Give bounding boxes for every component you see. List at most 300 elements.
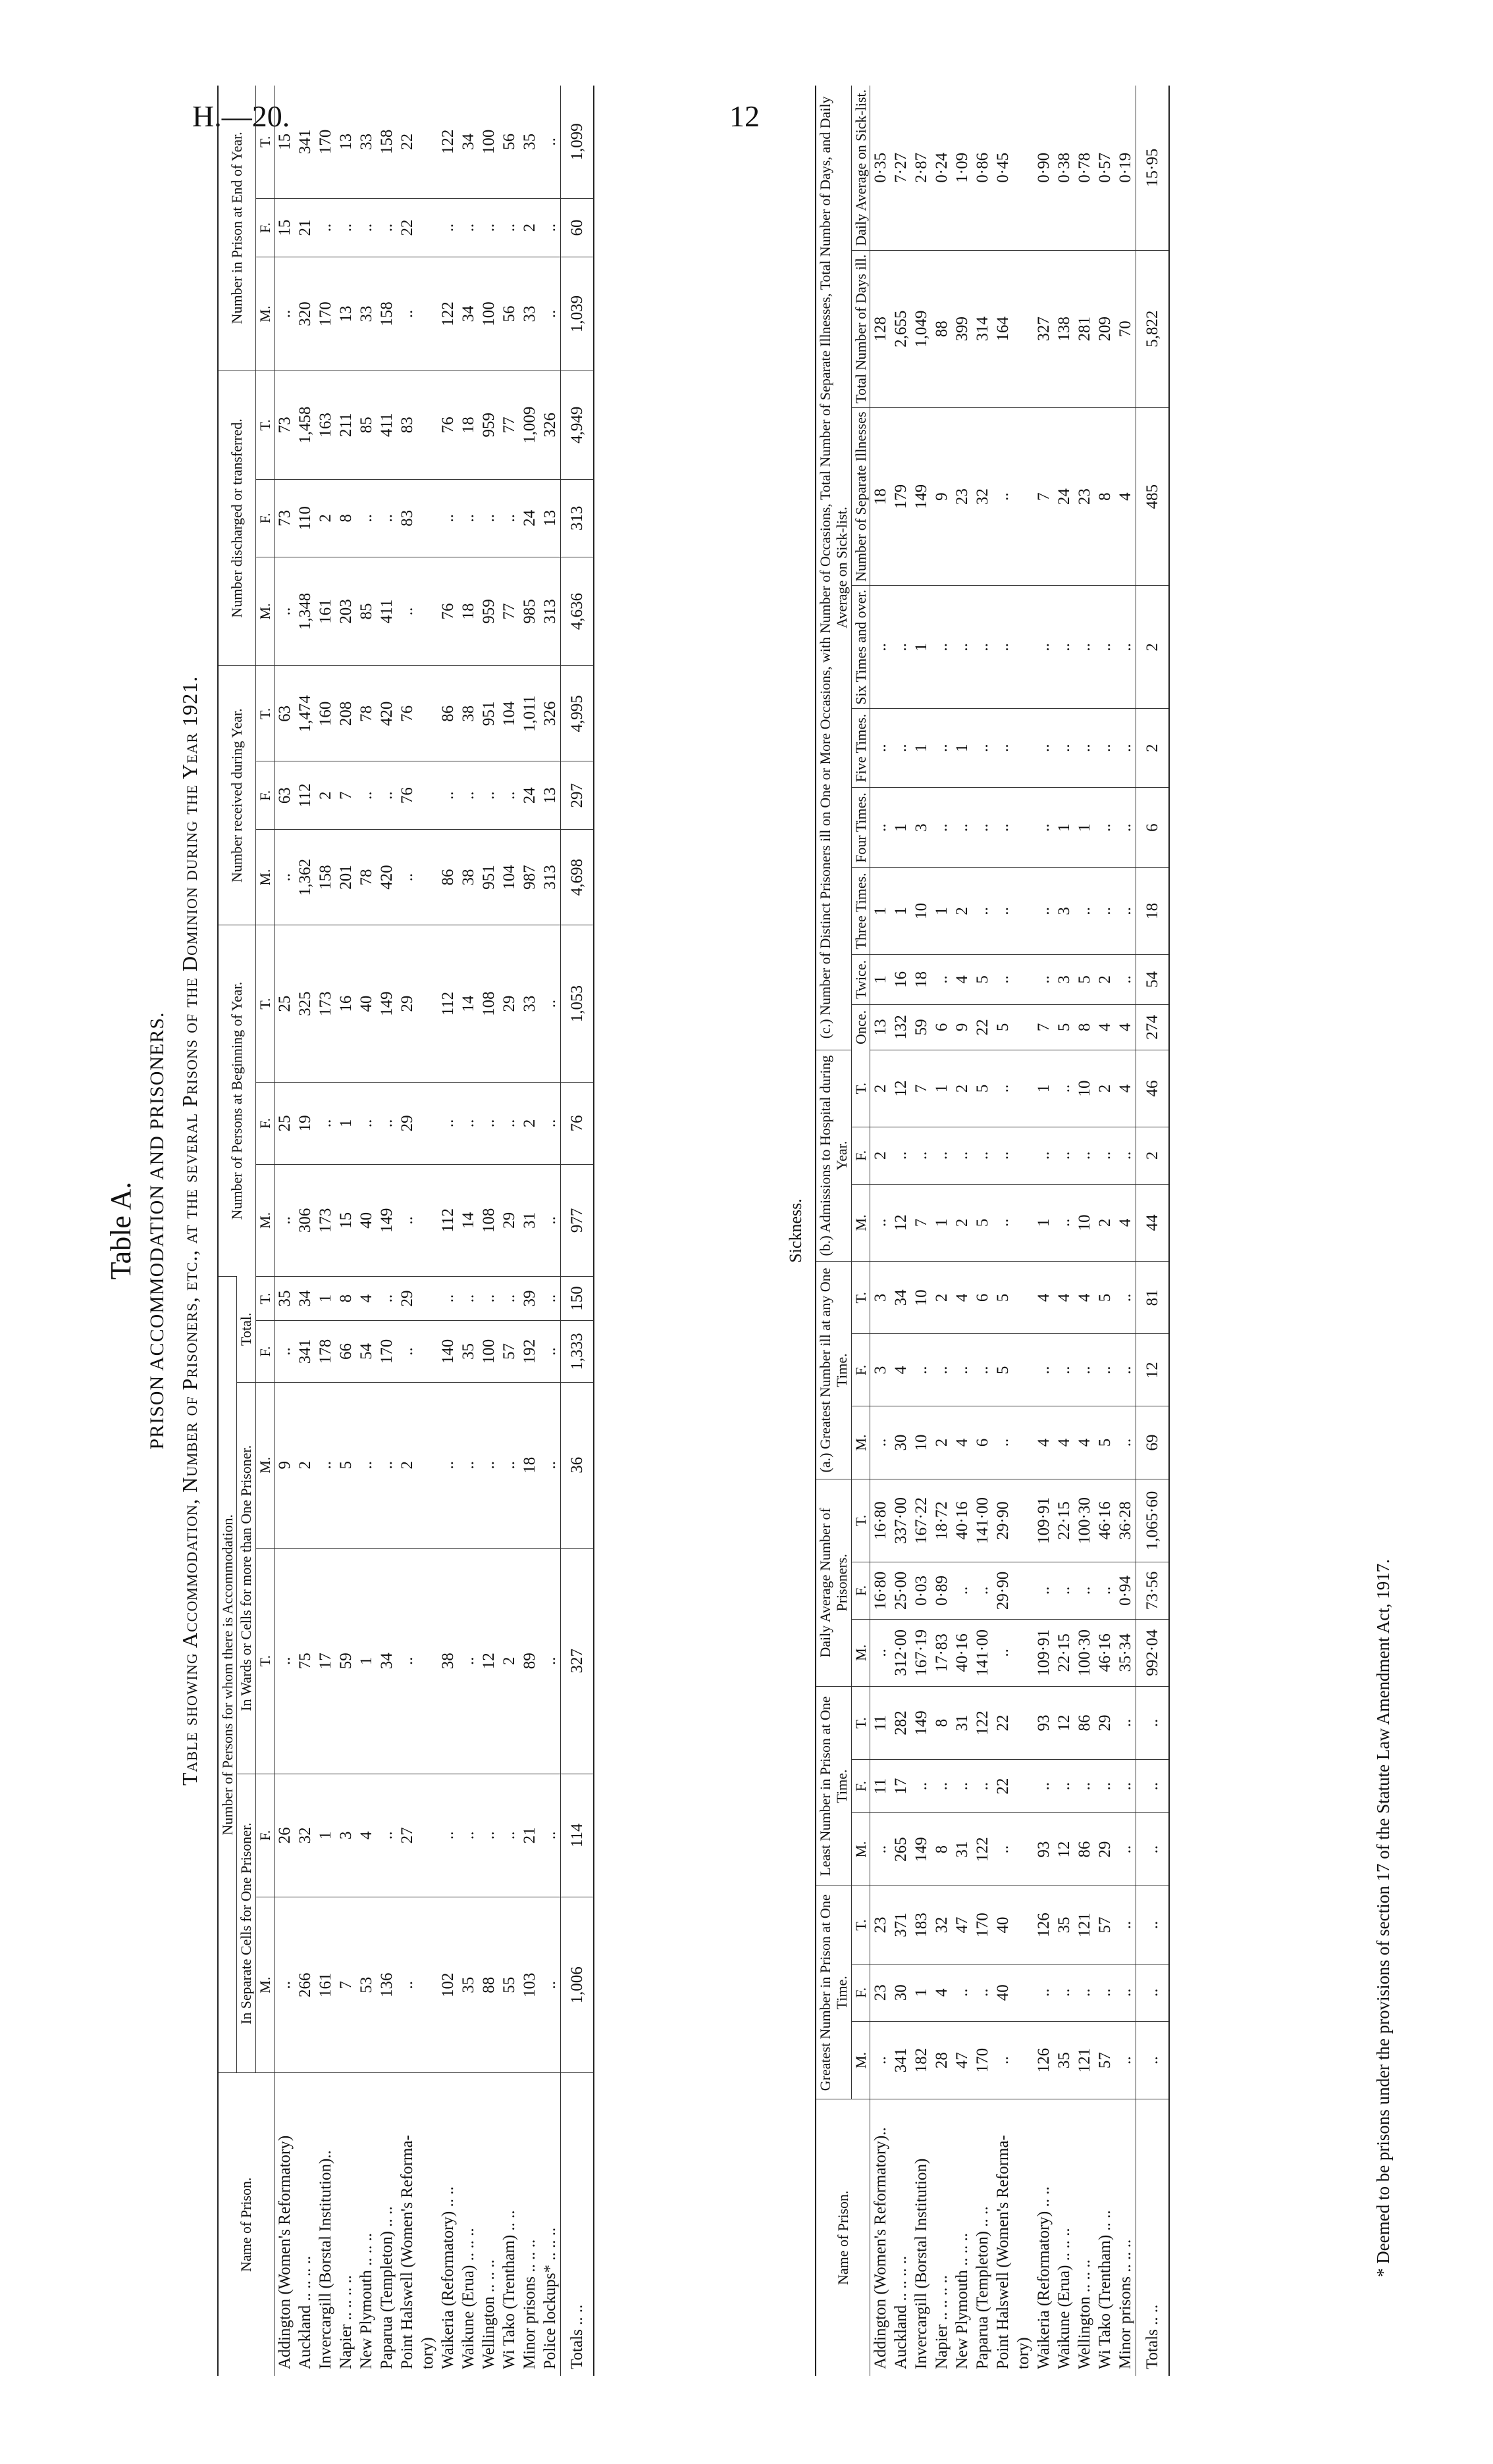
table-cell: 140 — [438, 1321, 458, 1383]
col-f-label: F. — [255, 761, 274, 829]
table-cell: .. — [993, 2021, 1013, 2099]
table-cell: .. — [1074, 1964, 1095, 2021]
table-cell: 10 — [911, 1262, 931, 1334]
table-row — [972, 86, 993, 2376]
table-cell: .. — [870, 709, 891, 788]
prison-name: Waikeria (Reformatory) .. .. — [1034, 2099, 1054, 2376]
table-cell: .. — [377, 479, 397, 557]
table-cell: 32 — [931, 1886, 952, 1964]
col-m-label: M. — [851, 1406, 870, 1479]
table-cell: .. — [1115, 1334, 1136, 1406]
table-cell: 170 — [315, 257, 336, 371]
table-cell: 70 — [1115, 250, 1136, 407]
table-cell: 1 — [911, 709, 931, 788]
totals-cell: .. — [1136, 2021, 1169, 2099]
table-cell: .. — [1054, 1334, 1074, 1406]
table-cell: 2 — [931, 1262, 952, 1334]
table-cell — [1013, 1964, 1034, 2021]
table-cell: 0·89 — [931, 1562, 952, 1619]
prison-name: tory) — [417, 2073, 438, 2376]
table-cell: 149 — [377, 925, 397, 1083]
table-cell: .. — [458, 1548, 479, 1774]
table-cell: 40 — [356, 925, 377, 1083]
col-f-label: F. — [255, 1774, 274, 1897]
table-cell: 138 — [1054, 250, 1074, 407]
col-received: Number received during Year. — [218, 666, 255, 925]
col-once: Once. — [851, 1005, 870, 1050]
table-cell: 121 — [1074, 2021, 1095, 2099]
table-row — [499, 86, 519, 2376]
table-cell: .. — [458, 761, 479, 829]
table-cell: .. — [1115, 1760, 1136, 1813]
col-t-label: T. — [851, 1886, 870, 1964]
table-cell: 40 — [993, 1886, 1013, 1964]
table-cell: .. — [1095, 709, 1115, 788]
table-cell: .. — [993, 709, 1013, 788]
table-cell: 0·94 — [1115, 1562, 1136, 1619]
table-cell: 77 — [499, 371, 519, 479]
totals-cell: 1,006 — [560, 1897, 594, 2073]
col-accommodation: Number of Persons for whom there is Accommodation. — [218, 1277, 237, 2074]
totals-cell: 297 — [560, 761, 594, 829]
table-cell: .. — [274, 1164, 295, 1276]
table-cell: 4 — [952, 954, 972, 1004]
table-cell: .. — [438, 1382, 458, 1548]
col-m-label: M. — [851, 1619, 870, 1686]
table-cell: 987 — [519, 829, 540, 925]
col-four: Four Times. — [851, 788, 870, 868]
table-cell: .. — [1115, 868, 1136, 954]
table-cell: 4 — [1115, 1050, 1136, 1127]
col-t-label: T. — [851, 1262, 870, 1334]
table-cell: 420 — [377, 666, 397, 761]
table-cell: 31 — [952, 1813, 972, 1886]
table-cell: 1 — [870, 868, 891, 954]
col-beginning: Number of Persons at Beginning of Year. — [218, 925, 255, 1277]
table-cell: .. — [952, 1127, 972, 1184]
table-cell: 327 — [1034, 250, 1054, 407]
table-cell: 12 — [479, 1548, 499, 1774]
table-cell: .. — [1115, 1406, 1136, 1479]
table-cell: 10 — [911, 1406, 931, 1479]
table-cell: 109·91 — [1034, 1479, 1054, 1562]
table-cell: .. — [274, 557, 295, 665]
table-cell: 149 — [911, 1687, 931, 1760]
table-cell: 5 — [993, 1262, 1013, 1334]
table-cell: .. — [1054, 709, 1074, 788]
table-cell: .. — [499, 198, 519, 257]
table-cell: 173 — [315, 1164, 336, 1276]
table-cell: 78 — [356, 666, 377, 761]
table-cell: 40 — [993, 1964, 1013, 2021]
table-cell: .. — [377, 761, 397, 829]
table-cell: .. — [931, 1334, 952, 1406]
table-cell — [417, 1548, 438, 1774]
table-cell: .. — [397, 1321, 417, 1383]
table-cell: 88 — [479, 1897, 499, 2073]
table-cell: .. — [540, 198, 561, 257]
table-cell: 5 — [1054, 1005, 1074, 1050]
table-title: Table A. — [105, 1181, 137, 1280]
table-cell: 3 — [870, 1334, 891, 1406]
table-cell: 11 — [870, 1687, 891, 1760]
totals-cell: 327 — [560, 1548, 594, 1774]
sickness-table — [815, 86, 1170, 2376]
table-cell: 8 — [931, 1687, 952, 1760]
table-row — [540, 86, 561, 2376]
table-cell: 73 — [274, 479, 295, 557]
table-cell: 25·00 — [891, 1562, 911, 1619]
table-cell: 1 — [952, 709, 972, 788]
table-cell: 28 — [931, 2021, 952, 2099]
table-cell: 136 — [377, 1897, 397, 2073]
table-cell: 12 — [891, 1050, 911, 1127]
table-cell: 4 — [1115, 1184, 1136, 1262]
table-cell: 30 — [891, 1406, 911, 1479]
table-row — [377, 86, 397, 2376]
table-cell: 86 — [1074, 1813, 1095, 1886]
table-cell: 29 — [397, 1083, 417, 1165]
table-cell: 7 — [911, 1184, 931, 1262]
table-cell: 110 — [295, 479, 315, 557]
prison-name: New Plymouth .. .. .. — [356, 2073, 377, 2376]
table-cell: 1,049 — [911, 250, 931, 407]
prison-name: Auckland .. .. .. .. — [295, 2073, 315, 2376]
table-cell: .. — [458, 1382, 479, 1548]
table-cell: .. — [911, 1760, 931, 1813]
table-subtitle: PRISON ACCOMMODATION AND PRISONERS. — [146, 1012, 168, 1450]
table-cell: .. — [972, 1127, 993, 1184]
table-cell — [417, 1164, 438, 1276]
table-cell: 5 — [1074, 954, 1095, 1004]
col-daily: Daily Average Number of Prisoners. — [816, 1479, 851, 1686]
table-cell: 24 — [519, 479, 540, 557]
table-cell: .. — [891, 1127, 911, 1184]
prison-name: Paparua (Templeton) .. .. — [972, 2099, 993, 2376]
table-cell: .. — [377, 1083, 397, 1165]
table-cell: .. — [931, 788, 952, 868]
table-cell: .. — [1034, 1334, 1054, 1406]
table-cell: .. — [540, 925, 561, 1083]
table-cell: 167·22 — [911, 1479, 931, 1562]
table-cell: 103 — [519, 1897, 540, 2073]
table-cell: 35 — [520, 133, 538, 150]
totals-cell: 4,636 — [560, 557, 594, 665]
table-cell — [417, 925, 438, 1083]
table-cell: 18 — [458, 371, 479, 479]
col-daily-sick: Daily Average on Sick-list. — [851, 86, 870, 250]
table-cell: 22 — [397, 198, 417, 257]
table-cell: 100·30 — [1074, 1479, 1095, 1562]
col-t-label: T. — [851, 1050, 870, 1127]
table-cell: .. — [274, 1548, 295, 1774]
table-cell: .. — [377, 1277, 397, 1321]
table-cell: .. — [1115, 1687, 1136, 1760]
table-cell: 211 — [336, 371, 356, 479]
table-cell: 326 — [540, 666, 561, 761]
table-cell: .. — [1034, 788, 1054, 868]
col-discharged: Number discharged or transferred. — [218, 371, 255, 666]
table-cell: 26 — [274, 1774, 295, 1897]
table-cell: .. — [993, 1184, 1013, 1262]
table-cell: 201 — [336, 829, 356, 925]
table-cell: 18·72 — [931, 1479, 952, 1562]
table-cell: 158 — [315, 829, 336, 925]
table-cell: .. — [438, 1083, 458, 1165]
totals-cell: 76 — [560, 1083, 594, 1165]
table-cell: 59 — [911, 1005, 931, 1050]
col-name: Name of Prison. — [218, 2073, 274, 2376]
table-cell: 192 — [519, 1321, 540, 1383]
table-cell: 108 — [479, 1164, 499, 1276]
table-row — [356, 86, 377, 2376]
table-cell: 341 — [296, 129, 314, 155]
table-cell: 122 — [438, 129, 457, 155]
table-cell: 38 — [458, 666, 479, 761]
table-cell: 0·38 — [1055, 152, 1073, 183]
table-cell: .. — [479, 1382, 499, 1548]
table-cell: 1 — [1074, 788, 1095, 868]
table-cell: .. — [993, 1050, 1013, 1127]
table-cell: 29 — [1095, 1687, 1115, 1760]
table-cell: .. — [931, 586, 952, 709]
table-cell: .. — [397, 557, 417, 665]
table-cell: .. — [499, 479, 519, 557]
table-cell: 23 — [1074, 407, 1095, 586]
table-cell: 100 — [479, 129, 498, 155]
table-cell: 102 — [438, 1897, 458, 2073]
table-cell: .. — [911, 1127, 931, 1184]
col-greatest: Greatest Number in Prison at One Time. — [816, 1886, 851, 2099]
col-f-label: F. — [255, 1083, 274, 1165]
table-cell: 56 — [500, 133, 518, 150]
table-cell: 399 — [952, 250, 972, 407]
table-cell: 122 — [438, 257, 458, 371]
table-cell: 4 — [1074, 1406, 1095, 1479]
table-cell: 108 — [479, 925, 499, 1083]
table-cell: 312·00 — [891, 1619, 911, 1686]
table-cell: .. — [438, 1277, 458, 1321]
table-cell: .. — [540, 1321, 561, 1383]
table-cell: 1 — [1034, 1050, 1054, 1127]
table-cell: .. — [1115, 1262, 1136, 1334]
table-cell — [417, 829, 438, 925]
totals-cell: 4,698 — [560, 829, 594, 925]
table-cell: 23 — [870, 1964, 891, 2021]
table-cell: 46·16 — [1095, 1479, 1115, 1562]
table-cell — [1013, 1687, 1034, 1760]
table-cell: .. — [1074, 586, 1095, 709]
table-cell: 34 — [458, 257, 479, 371]
table-cell: 13 — [336, 133, 355, 150]
accommodation-table — [217, 86, 594, 2376]
table-cell: 1,458 — [295, 371, 315, 479]
table-row — [458, 86, 479, 2376]
table-cell: 314 — [972, 250, 993, 407]
col-m-label: M. — [851, 2021, 870, 2099]
table-cell: .. — [870, 1184, 891, 1262]
table-cell: .. — [479, 479, 499, 557]
table-cell: 149 — [911, 1813, 931, 1886]
table-cell — [1013, 250, 1034, 407]
table-cell: .. — [993, 1406, 1013, 1479]
table-cell: 21 — [519, 1774, 540, 1897]
table-cell: 2 — [499, 1548, 519, 1774]
table-cell: 1 — [911, 586, 931, 709]
totals-cell: 18 — [1136, 868, 1169, 954]
table-cell: 141·00 — [972, 1619, 993, 1686]
col-end: Number in Prison at End of Year. — [218, 86, 255, 371]
table-cell: 411 — [377, 557, 397, 665]
table-cell: .. — [315, 1382, 336, 1548]
col-m-label: M. — [255, 257, 274, 371]
table-cell — [1013, 1127, 1034, 1184]
table-cell: 5 — [993, 1005, 1013, 1050]
table-cell: .. — [1115, 1886, 1136, 1964]
table-cell: 17 — [315, 1548, 336, 1774]
table-cell: 326 — [540, 371, 561, 479]
table-row — [274, 86, 295, 2376]
table-cell: 13 — [336, 257, 356, 371]
prison-name: Waikune (Erua) .. .. .. — [458, 2073, 479, 2376]
table-cell: 56 — [499, 257, 519, 371]
table-cell: .. — [1034, 1964, 1054, 2021]
table-cell: 112 — [438, 925, 458, 1083]
table-cell: .. — [397, 257, 417, 371]
table-cell: 341 — [295, 1321, 315, 1383]
table-cell: 0·78 — [1075, 152, 1093, 183]
totals-cell: 2 — [1136, 709, 1169, 788]
table-cell: 149 — [911, 407, 931, 586]
table-cell: .. — [1074, 1562, 1095, 1619]
table-cell: .. — [870, 586, 891, 709]
table-cell: 83 — [397, 479, 417, 557]
table-cell: 7 — [1034, 1005, 1054, 1050]
table-cell: 3 — [1054, 954, 1074, 1004]
table-cell: 282 — [891, 1687, 911, 1760]
table-cell: 11 — [870, 1760, 891, 1813]
table-cell: 2 — [952, 868, 972, 954]
table-cell: .. — [479, 1083, 499, 1165]
table-cell: 1,362 — [295, 829, 315, 925]
table-cell: .. — [1095, 868, 1115, 954]
table-cell — [1013, 1050, 1034, 1127]
table-cell: 14 — [458, 1164, 479, 1276]
table-row — [952, 86, 972, 2376]
table-cell: .. — [1095, 1334, 1115, 1406]
table-cell: 4 — [356, 1277, 377, 1321]
table-cell: 0·86 — [973, 152, 991, 183]
table-cell: 13 — [540, 479, 561, 557]
table-cell: 5 — [1095, 1406, 1115, 1479]
table-cell — [1013, 1262, 1034, 1334]
table-cell: 29 — [397, 925, 417, 1083]
table-cell: 22 — [993, 1760, 1013, 1813]
table-cell: .. — [274, 829, 295, 925]
prison-name: Minor prisons .. .. .. — [1115, 2099, 1136, 2376]
table-cell: 38 — [458, 829, 479, 925]
table-cell: .. — [972, 1562, 993, 1619]
prison-name: Invercargill (Borstal Institution) — [911, 2099, 931, 2376]
prison-name: Paparua (Templeton) .. .. — [377, 2073, 397, 2376]
rotated-page-content — [86, 86, 1428, 2376]
table-cell: .. — [972, 1760, 993, 1813]
table-cell: 35 — [1054, 2021, 1074, 2099]
table-row — [295, 86, 315, 2376]
table-cell: .. — [1054, 1050, 1074, 1127]
table-cell: .. — [1095, 788, 1115, 868]
table-cell: 959 — [479, 371, 499, 479]
table-cell: .. — [972, 586, 993, 709]
table-cell — [1013, 709, 1034, 788]
table-cell: 2 — [397, 1382, 417, 1548]
table-cell: .. — [1115, 586, 1136, 709]
table-cell: 1 — [1034, 1184, 1054, 1262]
table-cell: 5 — [972, 954, 993, 1004]
table-cell — [417, 479, 438, 557]
table-cell: .. — [540, 138, 559, 146]
table-row — [479, 86, 499, 2376]
table-cell: 325 — [295, 925, 315, 1083]
col-m-label: M. — [255, 557, 274, 665]
col-days-ill: Total Number of Days ill. — [851, 250, 870, 407]
table-cell: 8 — [931, 1813, 952, 1886]
table-cell: 132 — [891, 1005, 911, 1050]
table-cell: .. — [397, 829, 417, 925]
table-cell: 1 — [356, 1548, 377, 1774]
table-cell: 16·80 — [870, 1562, 891, 1619]
table-cell: .. — [952, 788, 972, 868]
col-f-label: F. — [851, 1334, 870, 1406]
table-cell: .. — [972, 709, 993, 788]
table-cell: .. — [397, 1897, 417, 2073]
table-cell: 7·27 — [891, 152, 910, 183]
table-cell: 2 — [1095, 954, 1115, 1004]
table-cell: 40 — [356, 1164, 377, 1276]
table-cell — [417, 666, 438, 761]
totals-cell: 44 — [1136, 1184, 1169, 1262]
table-cell: 4 — [1115, 407, 1136, 586]
totals-cell: 6 — [1136, 788, 1169, 868]
table-cell: 16 — [891, 954, 911, 1004]
totals-label: Totals .. .. — [1136, 2099, 1169, 2376]
table-cell: 164 — [993, 250, 1013, 407]
col-total: Total. — [237, 1277, 255, 1383]
table-cell: 2 — [315, 761, 336, 829]
table-cell: 160 — [315, 666, 336, 761]
table-cell: 76 — [397, 761, 417, 829]
table-cell: 128 — [870, 250, 891, 407]
table-cell: 0·57 — [1095, 152, 1114, 183]
table-cell: 73 — [274, 371, 295, 479]
table-cell: 109·91 — [1034, 1619, 1054, 1686]
table-cell: 86 — [1074, 1687, 1095, 1760]
table-cell: 161 — [315, 1897, 336, 2073]
table-cell — [1013, 1886, 1034, 1964]
table-cell: .. — [499, 761, 519, 829]
table-cell: 77 — [499, 557, 519, 665]
table-cell: 4 — [1115, 1005, 1136, 1050]
table-cell: 23 — [952, 407, 972, 586]
prison-name: Addington (Women's Reformatory).. — [870, 2099, 891, 2376]
table-cell: 1 — [931, 1184, 952, 1262]
table-cell: .. — [499, 1382, 519, 1548]
table-cell: 126 — [1034, 1886, 1054, 1964]
table-cell: 10 — [911, 868, 931, 954]
table-cell: 209 — [1095, 250, 1115, 407]
table-cell: 88 — [931, 250, 952, 407]
table-cell: 420 — [377, 829, 397, 925]
